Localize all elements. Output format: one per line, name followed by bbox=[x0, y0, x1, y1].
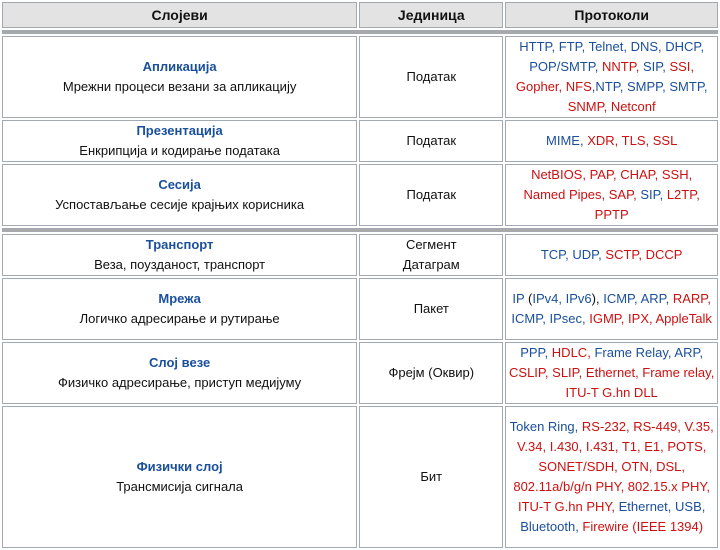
group-separator bbox=[2, 30, 718, 34]
unit-cell bbox=[359, 406, 503, 548]
table-body bbox=[2, 30, 718, 548]
protocol-separator: , bbox=[620, 311, 629, 326]
protocol-separator: , bbox=[578, 365, 586, 380]
protocol-separator: ( bbox=[524, 291, 533, 306]
protocol-link[interactable]: SSL bbox=[652, 133, 678, 148]
protocols-cell bbox=[505, 164, 718, 226]
protocol-link[interactable]: Frame relay bbox=[642, 365, 711, 380]
unit-label: Податак bbox=[406, 133, 457, 148]
unit-cell bbox=[359, 120, 503, 162]
protocol-link[interactable]: NetBIOS bbox=[531, 167, 583, 182]
protocol-link[interactable]: CHAP bbox=[620, 167, 655, 182]
table-row bbox=[2, 406, 718, 548]
layer-description: Логичко адресирање и рутирање bbox=[79, 311, 280, 326]
protocol-separator: , bbox=[544, 345, 552, 360]
unit-label: Бит bbox=[420, 469, 443, 484]
protocol-link[interactable]: Telnet bbox=[588, 39, 624, 54]
protocol-link[interactable]: PPP bbox=[520, 345, 545, 360]
layer-name-link[interactable]: Слој везе bbox=[149, 355, 211, 370]
protocol-link[interactable]: RS-449 bbox=[633, 419, 678, 434]
layer-cell bbox=[2, 406, 357, 548]
protocol-separator: , bbox=[558, 291, 566, 306]
protocol-link[interactable]: SSI bbox=[669, 59, 691, 74]
protocol-separator: , bbox=[667, 345, 675, 360]
layer-name-link[interactable]: Презентација bbox=[136, 123, 223, 138]
layer-description: Веза, поузданост, транспорт bbox=[94, 257, 266, 272]
protocol-link[interactable]: I.430 bbox=[549, 439, 579, 454]
table-row bbox=[2, 234, 718, 276]
protocol-link[interactable]: SCTP bbox=[605, 247, 639, 262]
protocol-link[interactable]: Firewire (IEEE 1394) bbox=[582, 519, 704, 534]
protocol-separator: , bbox=[582, 167, 590, 182]
protocol-separator: , bbox=[633, 187, 641, 202]
protocol-link[interactable]: V.34 bbox=[516, 439, 543, 454]
protocol-separator: , bbox=[700, 39, 705, 54]
protocol-link[interactable]: NFS bbox=[565, 79, 592, 94]
protocol-link[interactable]: Token Ring bbox=[509, 419, 575, 434]
protocol-separator: , bbox=[603, 99, 611, 114]
layer-description: Енкрипција и кодирање података bbox=[79, 143, 280, 158]
unit-label: Податак bbox=[406, 187, 457, 202]
protocol-separator: , bbox=[665, 291, 673, 306]
protocol-link[interactable]: SIP bbox=[640, 187, 660, 202]
unit-cell bbox=[359, 342, 503, 404]
protocol-separator: , bbox=[635, 365, 643, 380]
layer-name-link[interactable]: Транспорт bbox=[145, 237, 214, 252]
layer-cell bbox=[2, 120, 357, 162]
protocol-separator: , bbox=[614, 459, 622, 474]
protocol-separator: , bbox=[614, 133, 622, 148]
protocol-separator: , bbox=[710, 365, 715, 380]
protocol-link[interactable]: PPTP bbox=[594, 207, 629, 222]
protocol-link[interactable]: TCP bbox=[540, 247, 566, 262]
protocol-separator: , bbox=[565, 247, 573, 262]
protocol-separator: , bbox=[645, 133, 653, 148]
protocol-link[interactable]: DCCP bbox=[645, 247, 683, 262]
header-row bbox=[2, 2, 718, 28]
protocol-link[interactable]: OTN bbox=[621, 459, 649, 474]
protocol-separator: , bbox=[638, 247, 646, 262]
protocol-separator: , bbox=[544, 365, 553, 380]
protocol-separator: , bbox=[677, 419, 685, 434]
protocol-separator: , bbox=[662, 59, 670, 74]
protocol-link[interactable]: SAP bbox=[608, 187, 634, 202]
protocol-separator: , bbox=[619, 79, 627, 94]
protocol-separator: , bbox=[594, 59, 602, 74]
protocol-link[interactable]: NTP bbox=[595, 79, 620, 94]
protocol-separator: , bbox=[542, 311, 550, 326]
protocol-separator: , bbox=[582, 311, 590, 326]
protocol-separator: , bbox=[688, 167, 693, 182]
protocol-link[interactable]: IPv6 bbox=[565, 291, 592, 306]
unit-label: Податак bbox=[406, 69, 457, 84]
protocol-separator: , bbox=[696, 187, 700, 202]
protocol-link[interactable]: NNTP bbox=[602, 59, 636, 74]
header-protocols: Протоколи bbox=[505, 2, 718, 28]
protocol-separator: , bbox=[690, 59, 695, 74]
protocol-link[interactable]: E1 bbox=[644, 439, 661, 454]
header-unit: Јединица bbox=[359, 2, 503, 28]
protocol-separator: , bbox=[579, 133, 588, 148]
layer-name-link[interactable]: Мрежа bbox=[158, 291, 201, 306]
layer-description: Мрежни процеси везани за апликацију bbox=[62, 79, 297, 94]
protocol-link[interactable]: RS-232 bbox=[581, 419, 626, 434]
protocol-link[interactable]: SMPP bbox=[626, 79, 663, 94]
protocol-link[interactable]: USB bbox=[675, 499, 702, 514]
protocol-separator: , bbox=[659, 187, 667, 202]
protocols-cell bbox=[505, 120, 718, 162]
protocol-separator: , bbox=[667, 499, 676, 514]
protocol-link[interactable]: IPv4 bbox=[532, 291, 559, 306]
protocol-link[interactable]: IGMP bbox=[589, 311, 621, 326]
protocols-cell bbox=[505, 342, 718, 404]
protocol-separator: , bbox=[558, 79, 566, 94]
layer-cell bbox=[2, 164, 357, 226]
protocol-separator: , bbox=[611, 499, 619, 514]
protocol-separator: , bbox=[614, 439, 622, 454]
protocol-link[interactable]: CSLIP bbox=[509, 365, 545, 380]
layer-cell bbox=[2, 234, 357, 276]
protocol-separator: , bbox=[601, 187, 609, 202]
protocol-link[interactable]: TLS bbox=[621, 133, 646, 148]
protocol-link[interactable]: ICMP bbox=[511, 311, 543, 326]
protocol-link[interactable]: HTTP bbox=[519, 39, 552, 54]
unit-label: Датаграм bbox=[402, 257, 460, 272]
group-separator-bar bbox=[2, 30, 718, 34]
table-row bbox=[2, 36, 718, 118]
protocol-link[interactable]: IP bbox=[512, 291, 525, 306]
protocol-separator: , bbox=[710, 419, 714, 434]
unit-cell bbox=[359, 234, 503, 276]
protocol-link[interactable]: Netconf bbox=[610, 99, 656, 114]
protocol-link[interactable]: T1 bbox=[621, 439, 637, 454]
layer-description: Физичко адресирање, приступ медијуму bbox=[58, 375, 302, 390]
unit-label: Сегмент bbox=[405, 237, 457, 252]
protocol-separator: , bbox=[620, 479, 628, 494]
protocol-link[interactable]: SMTP bbox=[669, 79, 704, 94]
protocol-link[interactable]: Ethernet bbox=[618, 499, 668, 514]
protocol-separator: , bbox=[662, 79, 670, 94]
protocol-link[interactable]: HDLC bbox=[551, 345, 588, 360]
protocol-link[interactable]: ICMP bbox=[603, 291, 635, 306]
protocol-separator: , bbox=[707, 291, 711, 306]
protocol-link[interactable]: I.431 bbox=[585, 439, 615, 454]
table-row bbox=[2, 342, 718, 404]
protocol-link[interactable]: XDR bbox=[587, 133, 615, 148]
protocol-separator: , bbox=[635, 59, 643, 74]
group-separator bbox=[2, 228, 718, 232]
protocol-separator: , bbox=[598, 247, 606, 262]
protocol-link[interactable]: Bluetooth bbox=[520, 519, 576, 534]
protocol-link[interactable]: POP/SMTP bbox=[529, 59, 595, 74]
protocol-link[interactable]: SIP bbox=[642, 59, 663, 74]
protocol-separator: , bbox=[702, 439, 707, 454]
unit-cell bbox=[359, 36, 503, 118]
group-separator-bar bbox=[2, 228, 718, 232]
protocol-link[interactable]: SSH bbox=[661, 167, 689, 182]
protocol-separator: , bbox=[706, 479, 710, 494]
protocol-separator: , bbox=[701, 499, 706, 514]
protocol-link[interactable]: IPX bbox=[628, 311, 649, 326]
protocols-cell bbox=[505, 36, 718, 118]
layer-cell bbox=[2, 36, 357, 118]
protocol-separator: , bbox=[703, 79, 708, 94]
protocol-separator: , bbox=[654, 167, 662, 182]
protocol-link[interactable]: Gopher bbox=[515, 79, 559, 94]
protocol-separator: , bbox=[623, 39, 631, 54]
protocol-link[interactable]: Frame Relay bbox=[594, 345, 668, 360]
protocol-link[interactable]: POTS bbox=[667, 439, 703, 454]
protocol-separator: , bbox=[660, 439, 668, 454]
protocol-link[interactable]: PAP bbox=[589, 167, 613, 182]
protocol-link[interactable]: SLIP bbox=[552, 365, 579, 380]
layer-name-link[interactable]: Сесија bbox=[158, 177, 201, 192]
protocol-link[interactable]: L2TP bbox=[666, 187, 697, 202]
protocol-separator: , bbox=[636, 439, 645, 454]
protocol-link[interactable]: DNS bbox=[630, 39, 659, 54]
unit-label: Пакет bbox=[413, 301, 449, 316]
protocol-separator: , bbox=[542, 439, 550, 454]
layer-description: Успостављање сесије крајњих корисника bbox=[55, 197, 305, 212]
unit-cell bbox=[359, 278, 503, 340]
protocol-separator: , bbox=[658, 39, 666, 54]
protocol-separator: , bbox=[578, 439, 586, 454]
protocol-separator: , bbox=[551, 39, 559, 54]
protocol-link[interactable]: Named Pipes bbox=[523, 187, 602, 202]
protocol-separator: , bbox=[699, 345, 704, 360]
protocol-separator: , bbox=[634, 291, 641, 306]
protocol-separator: ), bbox=[591, 291, 604, 306]
protocol-link[interactable]: FTP bbox=[558, 39, 582, 54]
protocol-separator: , bbox=[591, 79, 596, 94]
protocol-link[interactable]: RARP bbox=[672, 291, 708, 306]
protocols-cell bbox=[505, 234, 718, 276]
layer-name-link[interactable]: Апликација bbox=[142, 59, 217, 74]
protocols-cell bbox=[505, 278, 718, 340]
protocols-cell bbox=[505, 406, 718, 548]
protocol-separator: , bbox=[612, 167, 621, 182]
protocol-link[interactable]: 802.15.x PHY bbox=[627, 479, 707, 494]
layer-cell bbox=[2, 342, 357, 404]
header-layers: Слојеви bbox=[2, 2, 357, 28]
protocol-link[interactable]: 802.11a/b/g/n PHY bbox=[513, 479, 621, 494]
layer-name-link[interactable]: Физички слој bbox=[136, 459, 223, 474]
protocol-link[interactable]: ARP bbox=[674, 345, 700, 360]
protocol-separator: , bbox=[574, 419, 582, 434]
unit-label: Фрејм (Оквир) bbox=[388, 365, 475, 380]
protocol-separator: , bbox=[648, 459, 657, 474]
protocol-link[interactable]: DHCP bbox=[665, 39, 701, 54]
protocol-separator: , bbox=[649, 311, 656, 326]
protocol-separator: , bbox=[581, 39, 589, 54]
protocol-link[interactable]: Ethernet bbox=[585, 365, 636, 380]
protocol-link[interactable]: ARP bbox=[640, 291, 666, 306]
protocol-link[interactable]: ITU-T G.hn DLL bbox=[565, 385, 658, 400]
protocol-separator: , bbox=[587, 345, 595, 360]
protocol-link[interactable]: DSL bbox=[656, 459, 682, 474]
protocol-link[interactable]: UDP bbox=[572, 247, 599, 262]
protocol-separator: , bbox=[575, 519, 583, 534]
protocol-separator: , bbox=[625, 419, 634, 434]
layer-description: Трансмисија сигнала bbox=[116, 479, 243, 494]
protocol-link[interactable]: SONET/SDH bbox=[538, 459, 615, 474]
protocol-link[interactable]: IPsec bbox=[549, 311, 582, 326]
protocol-separator: , bbox=[681, 459, 685, 474]
unit-cell bbox=[359, 164, 503, 226]
layer-cell bbox=[2, 278, 357, 340]
protocol-link[interactable]: MIME bbox=[546, 133, 580, 148]
table-row bbox=[2, 120, 718, 162]
protocol-link[interactable]: SNMP bbox=[567, 99, 604, 114]
protocol-link[interactable]: V.35 bbox=[684, 419, 711, 434]
protocol-link[interactable]: AppleTalk bbox=[655, 311, 712, 326]
table-row bbox=[2, 164, 718, 226]
protocol-link[interactable]: ITU-T G.hn PHY bbox=[517, 499, 612, 514]
table-row bbox=[2, 278, 718, 340]
